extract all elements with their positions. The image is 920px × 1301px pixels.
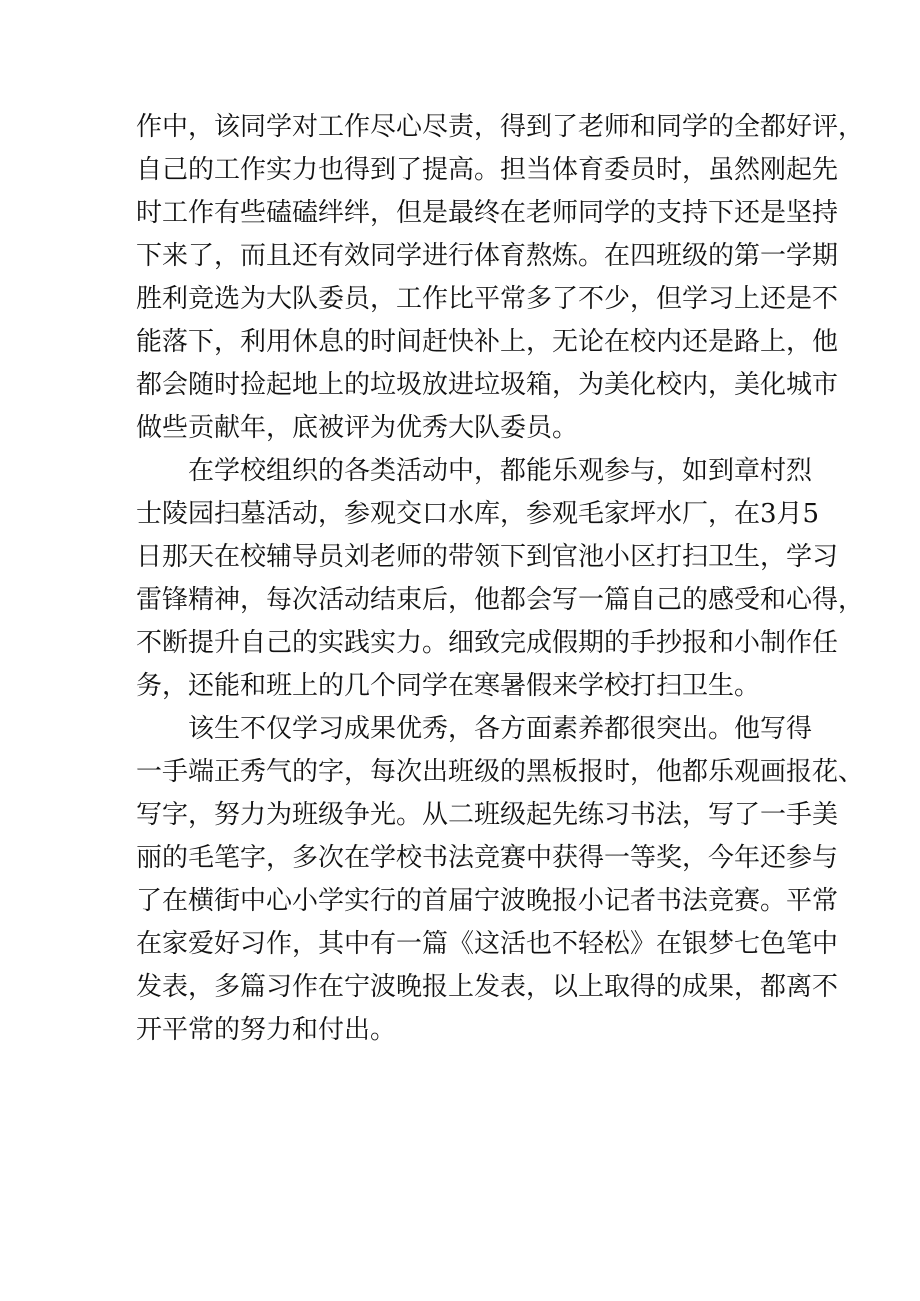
text-line: 作中，该同学对工作尽心尽责，得到了老师和同学的全都好评，: [136, 112, 865, 142]
text-line: 丽的毛笔字，多次在学校书法竞赛中获得一等奖，今年还参与: [136, 843, 839, 873]
paragraph-3: [136, 708, 865, 1052]
text-line: 雷锋精神，每次活动结束后，他都会写一篇自己的感受和心得，: [136, 585, 865, 615]
document-body: [136, 106, 865, 1052]
text-line: 做些贡献年，底被评为优秀大队委员。: [136, 413, 579, 443]
text-line: 士陵园扫墓活动，参观交口水库，参观毛家坪水厂，在3月5: [136, 499, 820, 529]
text-line: 务，还能和班上的几个同学在寒暑假来学校打扫卫生。: [136, 671, 761, 701]
text-line: 一手端正秀气的字，每次出班级的黑板报时，他都乐观画报花、: [136, 757, 865, 787]
text-line: 开平常的努力和付出。: [136, 1015, 397, 1045]
text-line: 写字，努力为班级争光。从二班级起先练习书法，写了一手美: [136, 800, 839, 830]
text-line: 下来了，而且还有效同学进行体育熬炼。在四班级的第一学期: [136, 241, 839, 271]
paragraph-2: [136, 450, 865, 708]
text-line: 不断提升自己的实践实力。细致完成假期的手抄报和小制作任: [136, 628, 839, 658]
text-line: 在学校组织的各类活动中，都能乐观参与，如到章村烈: [188, 456, 813, 486]
text-line: 自己的工作实力也得到了提高。担当体育委员时，虽然刚起先: [136, 155, 839, 185]
text-line: 时工作有些磕磕绊绊，但是最终在老师同学的支持下还是坚持: [136, 198, 839, 228]
text-line: 能落下，利用休息的时间赶快补上，无论在校内还是路上，他: [136, 327, 839, 357]
text-line: 都会随时捡起地上的垃圾放进垃圾箱，为美化校内，美化城市: [136, 370, 839, 400]
text-line: 胜利竞选为大队委员，工作比平常多了不少，但学习上还是不: [136, 284, 839, 314]
text-line: 在家爱好习作，其中有一篇《这活也不轻松》在银梦七色笔中: [136, 929, 839, 959]
paragraph-1: [136, 106, 865, 450]
text-line: 该生不仅学习成果优秀，各方面素养都很突出。他写得: [188, 714, 813, 744]
text-line: 发表，多篇习作在宁波晚报上发表，以上取得的成果，都离不: [136, 972, 839, 1002]
text-line: 日那天在校辅导员刘老师的带领下到官池小区打扫卫生，学习: [136, 542, 839, 572]
text-line: 了在横街中心小学实行的首届宁波晚报小记者书法竞赛。平常: [136, 886, 839, 916]
